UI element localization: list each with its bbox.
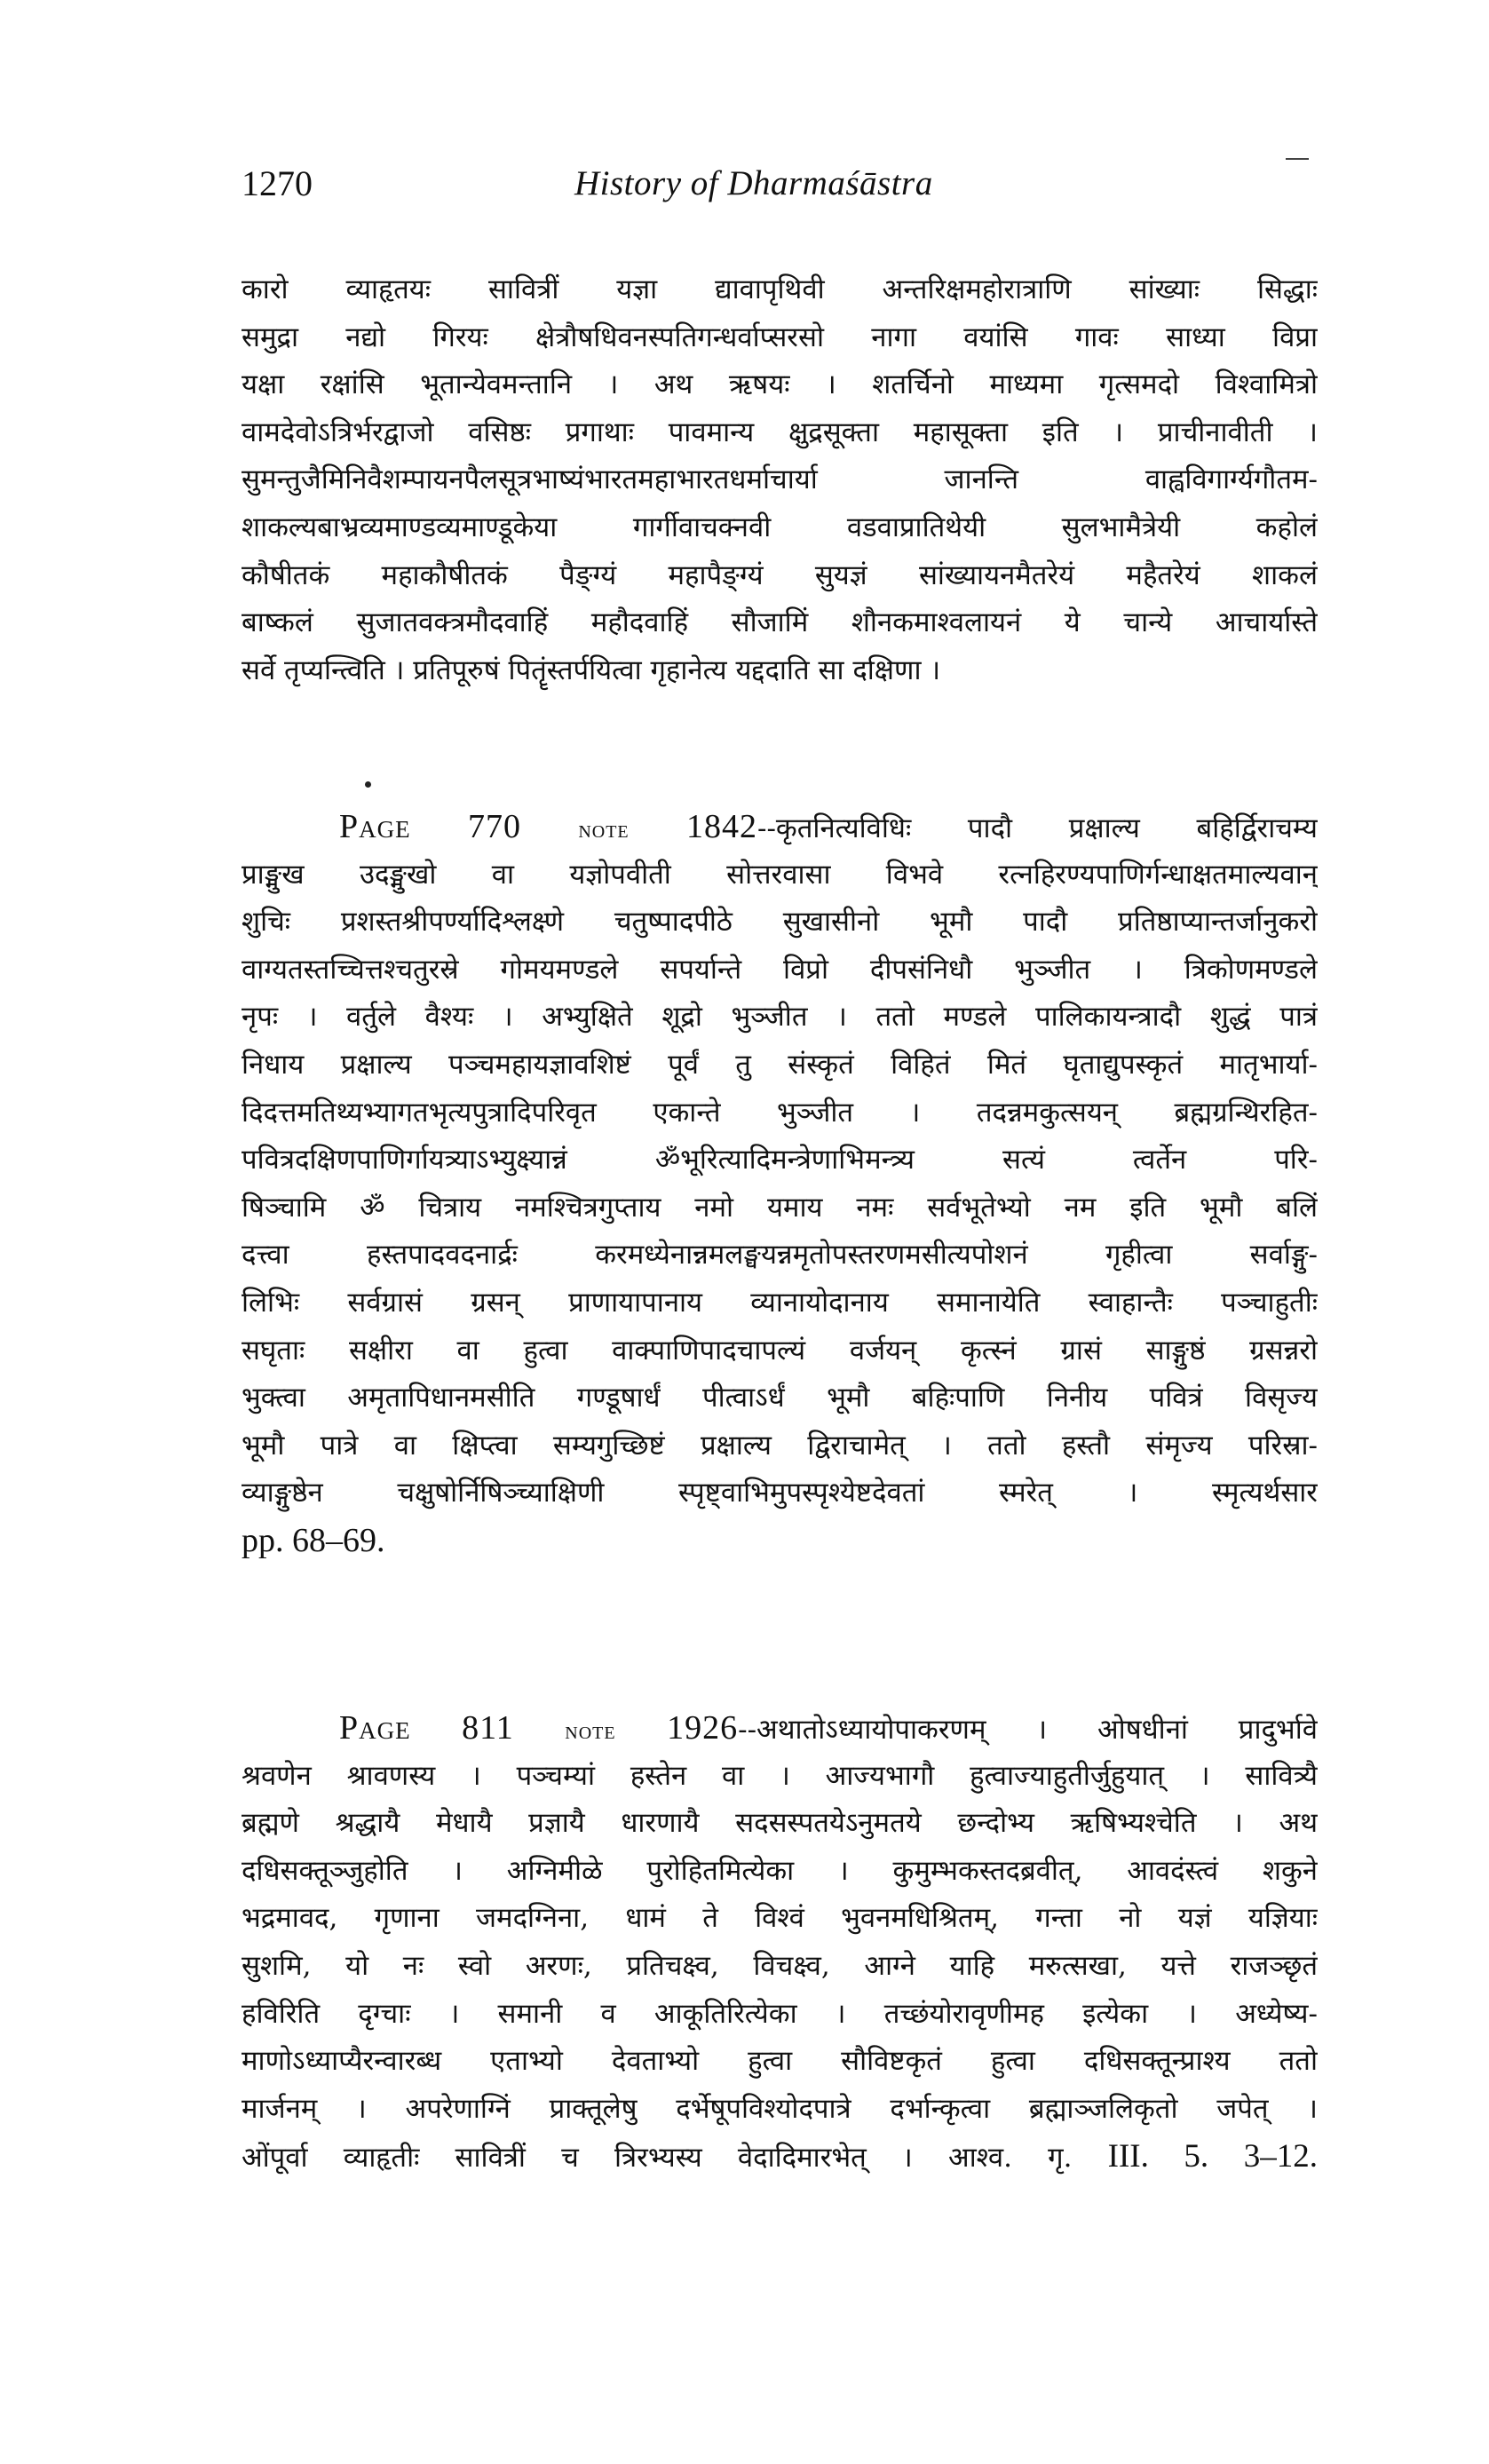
text-line: वाग्यतस्तच्चित्तश्चतुरस्रे गोमयमण्डले सपर्यान्ते विप्रो दीपसंनिधौ भुञ्जीत । त्रिकोणमण्डले (242, 953, 1318, 986)
text-line: सुमन्तुजैमिनिवैशम्पायनपैलसूत्रभाष्यंभारतमहाभारतधर्माचार्या जानन्ति वाह्वविगार्ग्यगौतम- (242, 463, 1318, 496)
text-line: शुचिः प्रशस्तश्रीपर्ण्यादिश्लक्ष्णे चतुष्पादपीठे सुखासीनो भूमौ पादौ प्रतिष्ठाप्यान्तर्जानुकरो (242, 906, 1318, 939)
text-line: --अथातोऽध्यायोपाकरणम् । ओषधीनां प्रादुर्भावे (738, 1714, 1318, 1746)
text-line: लिभिः सर्वग्रासं ग्रसन् प्राणायापानाय व्यानायोदानाय समानायेति स्वाहान्तैः पञ्चाहुतीः (242, 1286, 1318, 1319)
text-line: हविरिति दृग्चाः । समानी व आकूतिरित्येका । तच्छंयोरावृणीमह इत्येका । अध्येष्य- (242, 1997, 1318, 2030)
text-line: ओंपूर्वा व्याहृतीः सावित्रीं च त्रिरभ्यस्य वेदादिमारभेत् । आश्व. गृ. (242, 2142, 1073, 2175)
text-line: सर्वे तृप्यन्त्विति । प्रतिपूरुषं पितॄंस्तर्पयित्वा गृहानेत्य यद्ददाति सा दक्षिणा । (242, 654, 941, 686)
final-line (242, 2133, 1318, 2181)
note-reference (339, 1709, 738, 1747)
note-reference (339, 808, 757, 845)
page-ref-number: 811 (462, 1709, 514, 1747)
page-label: Page (339, 808, 411, 845)
text-line: प्राङ्मुख उदङ्मुखो वा यज्ञोपवीती सोत्तरवासा विभवे रत्नहिरण्यपाणिर्गन्धाक्षतमाल्यवान् (242, 858, 1318, 891)
text-line: षिञ्चामि ॐ चित्राय नमश्चित्रगुप्ताय नमो यमाय नमः सर्वभूतेभ्यो नम इति भूमौ बलिं (242, 1191, 1318, 1224)
page-header (242, 162, 1307, 215)
page-ref-number: 770 (467, 808, 521, 845)
text-line: भुक्त्वा अमृतापिधानमसीति गण्डूषार्धं पीत्वाऽर्धं भूमौ बहिःपाणि निनीय पवित्रं विसृज्य (242, 1382, 1318, 1414)
note-1926 (242, 1705, 1318, 2181)
text-line: ब्रह्मणे श्रद्धायै मेधायै प्रज्ञायै धारणायै सदसस्पतयेऽनुमतये छन्दोभ्य ऋषिभ्यश्चेति । अथ (242, 1807, 1318, 1840)
text-line: कारो व्याहृतयः सावित्रीं यज्ञा द्यावापृथिवी अन्तरिक्षमहोरात्राणि सांख्याः सिद्धाः (242, 273, 1318, 305)
note-label: note (565, 1717, 616, 1745)
text-line: भूमौ पात्रे वा क्षिप्त्वा सम्यगुच्छिष्टं प्रक्षाल्य द्विराचामेत् । ततो हस्तौ संमृज्य परिस्रा- (242, 1429, 1318, 1462)
text-line: --कृतनित्यविधिः पादौ प्रक्षाल्य बहिर्द्विराचम्य (756, 812, 1318, 844)
corner-mark (1286, 158, 1309, 160)
paragraph-continuation (242, 266, 1318, 694)
text-line: पवित्रदक्षिणपाणिर्गायत्र्याऽभ्युक्ष्यान्नं ॐभूरित्यादिमन्त्रेणाभिमन्त्र्य सत्यं त्वर्तेन परि- (242, 1144, 1318, 1177)
text-line: श्रवणेन श्रावणस्य । पञ्चम्यां हस्तेन वा । आज्यभागौ हुत्वाज्याहुतीर्जुहुयात् । सावित्र्यै (242, 1759, 1318, 1792)
text-line: व्याङ्गुष्ठेन चक्षुषोर्निषिञ्च्याक्षिणी स्पृष्ट्वाभिमुपस्पृश्येष्टदेवतां स्मरेत् । स्मृत्यर्थसार (242, 1477, 1318, 1509)
text-line: सघृताः सक्षीरा वा हुत्वा वाक्पाणिपादचापल्यं वर्जयन् कृत्स्नं ग्रासं साङ्गुष्ठं ग्रसन्नरो (242, 1334, 1318, 1367)
note-heading-line (242, 804, 1318, 852)
note-1842 (242, 804, 1318, 1565)
text-line: दत्त्वा हस्तपादवदनार्द्रः करमध्येनान्नमलङ्घयन्नमृतोपस्तरणमसीत्यपोशनं गृहीत्वा सर्वाङ्गु- (242, 1239, 1318, 1272)
running-title: History of Dharmaśāstra (574, 164, 933, 202)
text-line: भद्रमावद, गृणाना जमदग्निना, धामं ते विश्वं भुवनमधिश्रितम्, गन्ता नो यज्ञं यज्ञियाः (242, 1902, 1318, 1935)
text-line: शाकल्यबाभ्रव्यमाण्डव्यमाण्डूकेया गार्गीवाचक्नवी वडवाप्रातिथेयी सुलभामैत्रेयी कहोलं (242, 511, 1318, 543)
text-line: यक्षा रक्षांसि भूतान्येवमन्तानि । अथ ऋषयः । शतर्चिनो माध्यमा गृत्समदो विश्वामित्रो (242, 368, 1318, 401)
text-line: वामदेवोऽत्रिर्भरद्वाजो वसिष्ठः प्रगाथाः पावमान्य क्षुद्रसूक्ता महासूक्ता इति । प्राचीनावीती । (242, 416, 1318, 448)
note-label: note (578, 816, 630, 844)
page-label: Page (339, 1709, 411, 1747)
note-number: 1926 (667, 1709, 739, 1747)
text-line: दिदत्तमतिथ्यभ्यागतभृत्यपुत्रादिपरिवृत एकान्ते भुञ्जीत । तदन्नमकुत्सयन् ब्रह्मग्रन्थिरहित- (242, 1096, 1318, 1129)
text-line: दधिसक्तूञ्जुहोति । अग्निमीळे पुरोहितमित्येका । कुमुम्भकस्तदब्रवीत्, आवदंस्त्वं शकुने (242, 1854, 1318, 1887)
text-line: निधाय प्रक्षाल्य पञ्चमहायज्ञावशिष्टं पूर्वं तु संस्कृतं विहितं मितं घृताद्युपस्कृतं मातृभार्या- (242, 1048, 1318, 1081)
stray-dot (365, 781, 371, 788)
text-line: समुद्रा नद्यो गिरयः क्षेत्रौषधिवनस्पतिगन्धर्वाप्सरसो नागा वयांसि गावः साध्या विप्रा (242, 321, 1318, 353)
note-number: 1842 (685, 808, 757, 845)
text-line: सुशमि, यो नः स्वो अरणः, प्रतिचक्ष्व, विचक्ष्व, आग्ने याहि मरुत्सखा, यत्ते राजञ्छृतं (242, 1949, 1318, 1982)
page-number: 1270 (242, 163, 313, 203)
text-line: माणोऽध्याप्यैरन्वारब्ध एताभ्यो देवताभ्यो हुत्वा सौविष्टकृतं हुत्वा दधिसक्तून्प्राश्य ततो (242, 2045, 1318, 2078)
citation-reference: III. 5. 3–12. (1107, 2138, 1318, 2175)
text-line: नृपः । वर्तुले वैश्यः । अभ्युक्षिते शूद्रो भुञ्जीत । ततो मण्डले पालिकायन्त्रादौ शुद्धं पात्रं (242, 1001, 1318, 1034)
note-heading-line (242, 1705, 1318, 1753)
text-line: बाष्कलं सुजातवक्त्रमौदवाहिं महौदवाहिं सौजामिं शौनकमाश्वलायनं ये चान्ये आचार्यास्ते (242, 606, 1318, 639)
citation-pages: pp. 68–69. (242, 1521, 385, 1559)
text-line: कौषीतकं महाकौषीतकं पैङ्ग्यं महापैङ्ग्यं सुयज्ञं सांख्यायनमैतरेयं महैतरेयं शाकलं (242, 559, 1318, 591)
text-line: मार्जनम् । अपरेणाग्निं प्राक्तूलेषु दर्भेषूपविश्योदपात्रे दर्भान्कृत्वा ब्रह्माञ्जलिकृतो जपेत् । (242, 2092, 1318, 2125)
